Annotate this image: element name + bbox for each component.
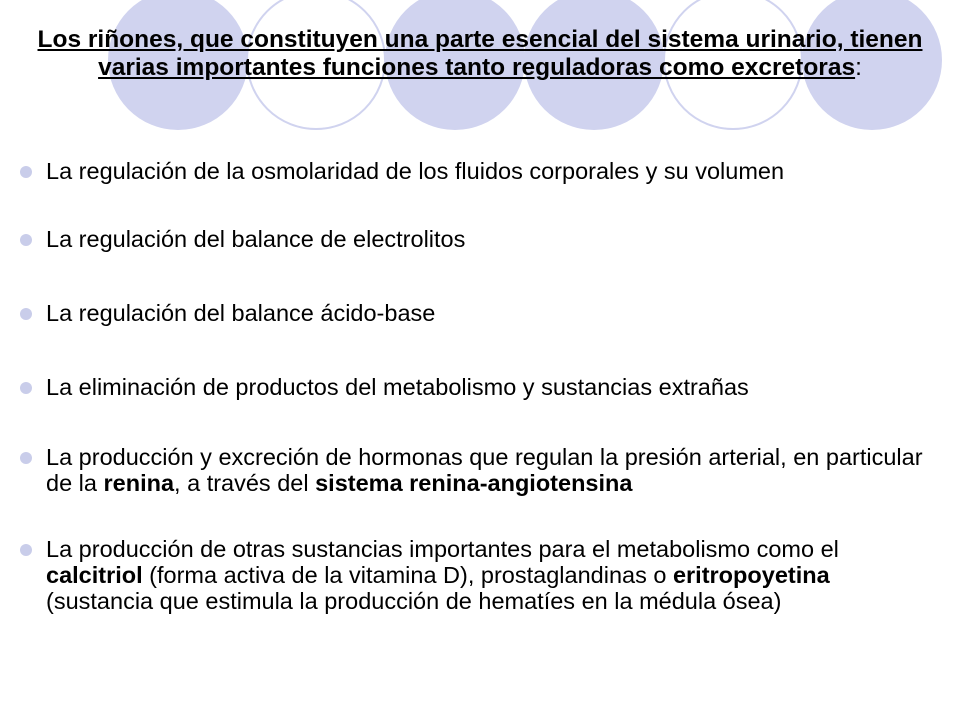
list-item-text: La regulación del balance de electrolitos xyxy=(46,226,466,252)
slide-title-text: Los riñones, que constituyen una parte esencial del sistema urinario, tienen varias importantes funciones tanto reguladoras como excretoras xyxy=(37,26,923,81)
list-item xyxy=(0,158,960,184)
list-item-text: (sustancia que estimula la producción de hematíes en la médula ósea) xyxy=(46,588,782,614)
list-item-text: La eliminación de productos del metabolismo y sustancias extrañas xyxy=(46,374,749,400)
list-item-text: La regulación del balance ácido-base xyxy=(46,300,436,326)
list-item-text: La producción de otras sustancias importantes para el metabolismo como el xyxy=(46,536,839,562)
list-item-text: La regulación de la osmolaridad de los fluidos corporales y su volumen xyxy=(46,158,785,184)
term-eritropoyetina: eritropoyetina xyxy=(672,562,830,588)
list-item-text: La producción y excreción de hormonas que regulan la presión arterial, en particular de la xyxy=(46,444,923,496)
slide-title-colon: : xyxy=(855,54,862,81)
bullet-icon xyxy=(20,308,32,320)
slide-title xyxy=(20,26,940,82)
bullet-icon xyxy=(20,166,32,178)
list-item xyxy=(0,374,960,400)
list-item xyxy=(0,300,960,326)
list-item xyxy=(0,226,960,252)
bullet-icon xyxy=(20,544,32,556)
bullet-icon xyxy=(20,452,32,464)
list-item-text: , a través del xyxy=(174,470,316,496)
bullet-icon xyxy=(20,234,32,246)
term-sistema-renina-angiotensina: sistema renina-angiotensina xyxy=(315,470,633,496)
list-item xyxy=(0,444,960,496)
term-renina: renina xyxy=(103,470,175,496)
list-item xyxy=(0,536,960,614)
bullet-icon xyxy=(20,382,32,394)
list-item-text: (forma activa de la vitamina D), prostaglandinas o xyxy=(142,562,673,588)
term-calcitriol: calcitriol xyxy=(46,562,143,588)
function-list xyxy=(0,158,960,614)
